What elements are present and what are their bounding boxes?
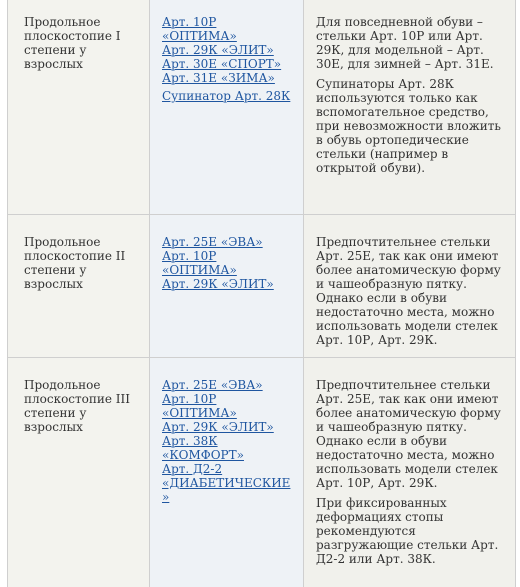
note-text: При фиксированных деформациях стопы рекомендуются разгружающие стельки Арт. Д2-2 или Арт. 38К. bbox=[316, 496, 499, 566]
notes-cell bbox=[304, 0, 516, 215]
condition-cell bbox=[8, 358, 150, 587]
notes-cell bbox=[304, 358, 516, 587]
product-link-d2-2[interactable]: Арт. Д2-2 «ДИАБЕТИЧЕСКИЕ» bbox=[162, 462, 291, 504]
products-cell bbox=[150, 215, 304, 358]
product-link-10r[interactable]: Арт. 10Р «ОПТИМА» bbox=[162, 392, 237, 420]
product-link-29k[interactable]: Арт. 29К «ЭЛИТ» bbox=[162, 43, 274, 57]
note-text: Предпочтительнее стельки Арт. 25Е, так как они имеют более анатомическую форму и чашеобразную пятку. Однако если в обуви недостаточно места, можно использовать модели стелек Арт. 10Р, Арт. 29К. bbox=[316, 235, 501, 347]
product-link-31e[interactable]: Арт. 31Е «ЗИМА» bbox=[162, 71, 275, 85]
notes-cell bbox=[304, 215, 516, 358]
note-text: Для повседневной обуви – стельки Арт. 10Р или Арт. 29К, для модельной – Арт. 30Е, для зимней – Арт. 31Е. bbox=[316, 15, 494, 71]
product-link-10r[interactable]: Арт. 10Р «ОПТИМА» bbox=[162, 15, 237, 43]
note-text: Супинаторы Арт. 28К используются только как вспомогательное средство, при невозможности вложить в обувь ортопедические стельки (например в открытой обуви). bbox=[316, 77, 501, 175]
condition-text: Продольное плоскостопие III степени у взрослых bbox=[24, 378, 131, 434]
insole-recommendation-table bbox=[7, 0, 516, 587]
product-link-10r[interactable]: Арт. 10Р «ОПТИМА» bbox=[162, 249, 237, 277]
product-link-38k[interactable]: Арт. 38К «КОМФОРТ» bbox=[162, 434, 244, 462]
note-text: Предпочтительнее стельки Арт. 25Е, так как они имеют более анатомическую форму и чашеобразную пятку. Однако если в обуви недостаточно места, можно использовать модели стелек Арт. 10Р, Арт. 29К. bbox=[316, 378, 501, 490]
product-link-29k[interactable]: Арт. 29К «ЭЛИТ» bbox=[162, 420, 274, 434]
product-link-30e[interactable]: Арт. 30Е «СПОРТ» bbox=[162, 57, 282, 71]
table-row bbox=[8, 215, 516, 358]
product-link-25e[interactable]: Арт. 25Е «ЭВА» bbox=[162, 235, 263, 249]
products-cell bbox=[150, 0, 304, 215]
product-link-29k[interactable]: Арт. 29К «ЭЛИТ» bbox=[162, 277, 274, 291]
table-row bbox=[8, 358, 516, 587]
products-cell bbox=[150, 358, 304, 587]
product-link-28k[interactable]: Супинатор Арт. 28К bbox=[162, 89, 291, 103]
table-row bbox=[8, 0, 516, 215]
condition-text: Продольное плоскостопие II степени у взрослых bbox=[24, 235, 126, 291]
condition-text: Продольное плоскостопие I степени у взрослых bbox=[24, 15, 121, 71]
product-link-25e[interactable]: Арт. 25Е «ЭВА» bbox=[162, 378, 263, 392]
condition-cell bbox=[8, 215, 150, 358]
condition-cell bbox=[8, 0, 150, 215]
